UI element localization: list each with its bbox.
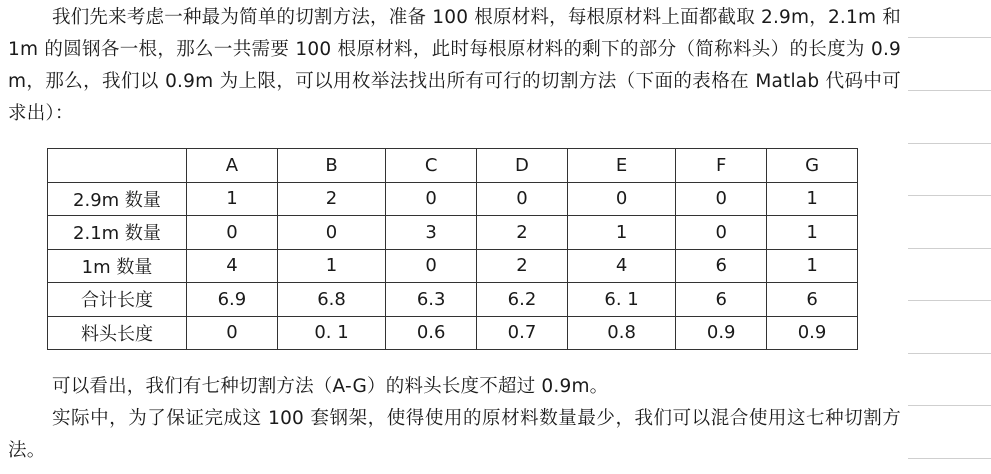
table-header-row	[48, 149, 858, 183]
intro-paragraph: 我们先来考虑一种最为简单的切割方法，准备 100 根原材料，每根原材料上面都截取 2.9m，2.1m 和 1m 的圆钢各一根，那么一共需要 100 根原材料，此时每根原材料的剩下的部分（简称料头）的长度为 0.9m，那么，我们以 0.9m 为上限，可以用枚举法找出所有可行的切割方法（下面的表格在 Matlab 代码中可求出）：	[8, 7, 901, 124]
table-cell: 6	[676, 249, 767, 283]
table-cell: 3	[386, 216, 477, 250]
table-row	[48, 216, 858, 250]
margin-rule-line	[908, 405, 991, 406]
margin-rule-line	[908, 37, 991, 38]
margin-rule-line	[908, 458, 991, 459]
table-cell: 0.8	[567, 316, 675, 350]
column-header-b: B	[277, 149, 385, 183]
table-row	[48, 182, 858, 216]
table-cell: 6.3	[386, 283, 477, 317]
table-cell: 4	[187, 249, 278, 283]
table-cell: 0	[386, 182, 477, 216]
row-label: 2.1m 数量	[48, 216, 187, 250]
table-cell: 0	[187, 316, 278, 350]
column-header-e: E	[567, 149, 675, 183]
row-label: 1m 数量	[48, 249, 187, 283]
table-cell: 4	[567, 249, 675, 283]
margin-rule-line	[908, 248, 991, 249]
table-corner-cell	[48, 149, 187, 183]
margin-rule-line	[908, 90, 991, 91]
observation-paragraph: 可以看出，我们有七种切割方法（A-G）的料头长度不超过 0.9m。	[52, 376, 609, 397]
table-cell: 6	[676, 283, 767, 317]
table-cell: 2	[477, 216, 568, 250]
table-cell: 0	[567, 182, 675, 216]
margin-rule-line	[908, 353, 991, 354]
table-cell: 6	[767, 283, 858, 317]
table-cell: 6.2	[477, 283, 568, 317]
table-row	[48, 283, 858, 317]
column-header-f: F	[676, 149, 767, 183]
table-cell: 1	[277, 249, 385, 283]
table-row	[48, 316, 858, 350]
table-cell: 0	[676, 216, 767, 250]
table-cell: 2	[477, 249, 568, 283]
table-cell: 0	[676, 182, 767, 216]
column-header-a: A	[187, 149, 278, 183]
table-cell: 0	[477, 182, 568, 216]
table-row	[48, 249, 858, 283]
table-cell: 0.6	[386, 316, 477, 350]
table-cell: 1	[767, 182, 858, 216]
conclusion-paragraph: 实际中，为了保证完成这 100 套钢架，使得使用的原材料数量最少，我们可以混合使用这七种切割方法。	[8, 408, 901, 461]
row-label: 2.9m 数量	[48, 182, 187, 216]
margin-rule-line	[908, 300, 991, 301]
table-cell: 6.8	[277, 283, 385, 317]
table-cell: 2	[277, 182, 385, 216]
column-header-c: C	[386, 149, 477, 183]
table-cell: 1	[767, 249, 858, 283]
table-cell: 1	[187, 182, 278, 216]
table-cell: 1	[567, 216, 675, 250]
table-cell: 6. 1	[567, 283, 675, 317]
table-cell: 0.7	[477, 316, 568, 350]
margin-rule-line	[908, 143, 991, 144]
table-cell: 0. 1	[277, 316, 385, 350]
margin-rule-line	[908, 195, 991, 196]
table-cell: 0	[277, 216, 385, 250]
table-cell: 0.9	[767, 316, 858, 350]
cutting-methods-table	[47, 148, 858, 350]
table-cell: 0.9	[676, 316, 767, 350]
table-cell: 0	[187, 216, 278, 250]
row-label: 合计长度	[48, 283, 187, 317]
column-header-d: D	[477, 149, 568, 183]
table-cell: 0	[386, 249, 477, 283]
row-label: 料头长度	[48, 316, 187, 350]
table-cell: 1	[767, 216, 858, 250]
table-cell: 6.9	[187, 283, 278, 317]
column-header-g: G	[767, 149, 858, 183]
